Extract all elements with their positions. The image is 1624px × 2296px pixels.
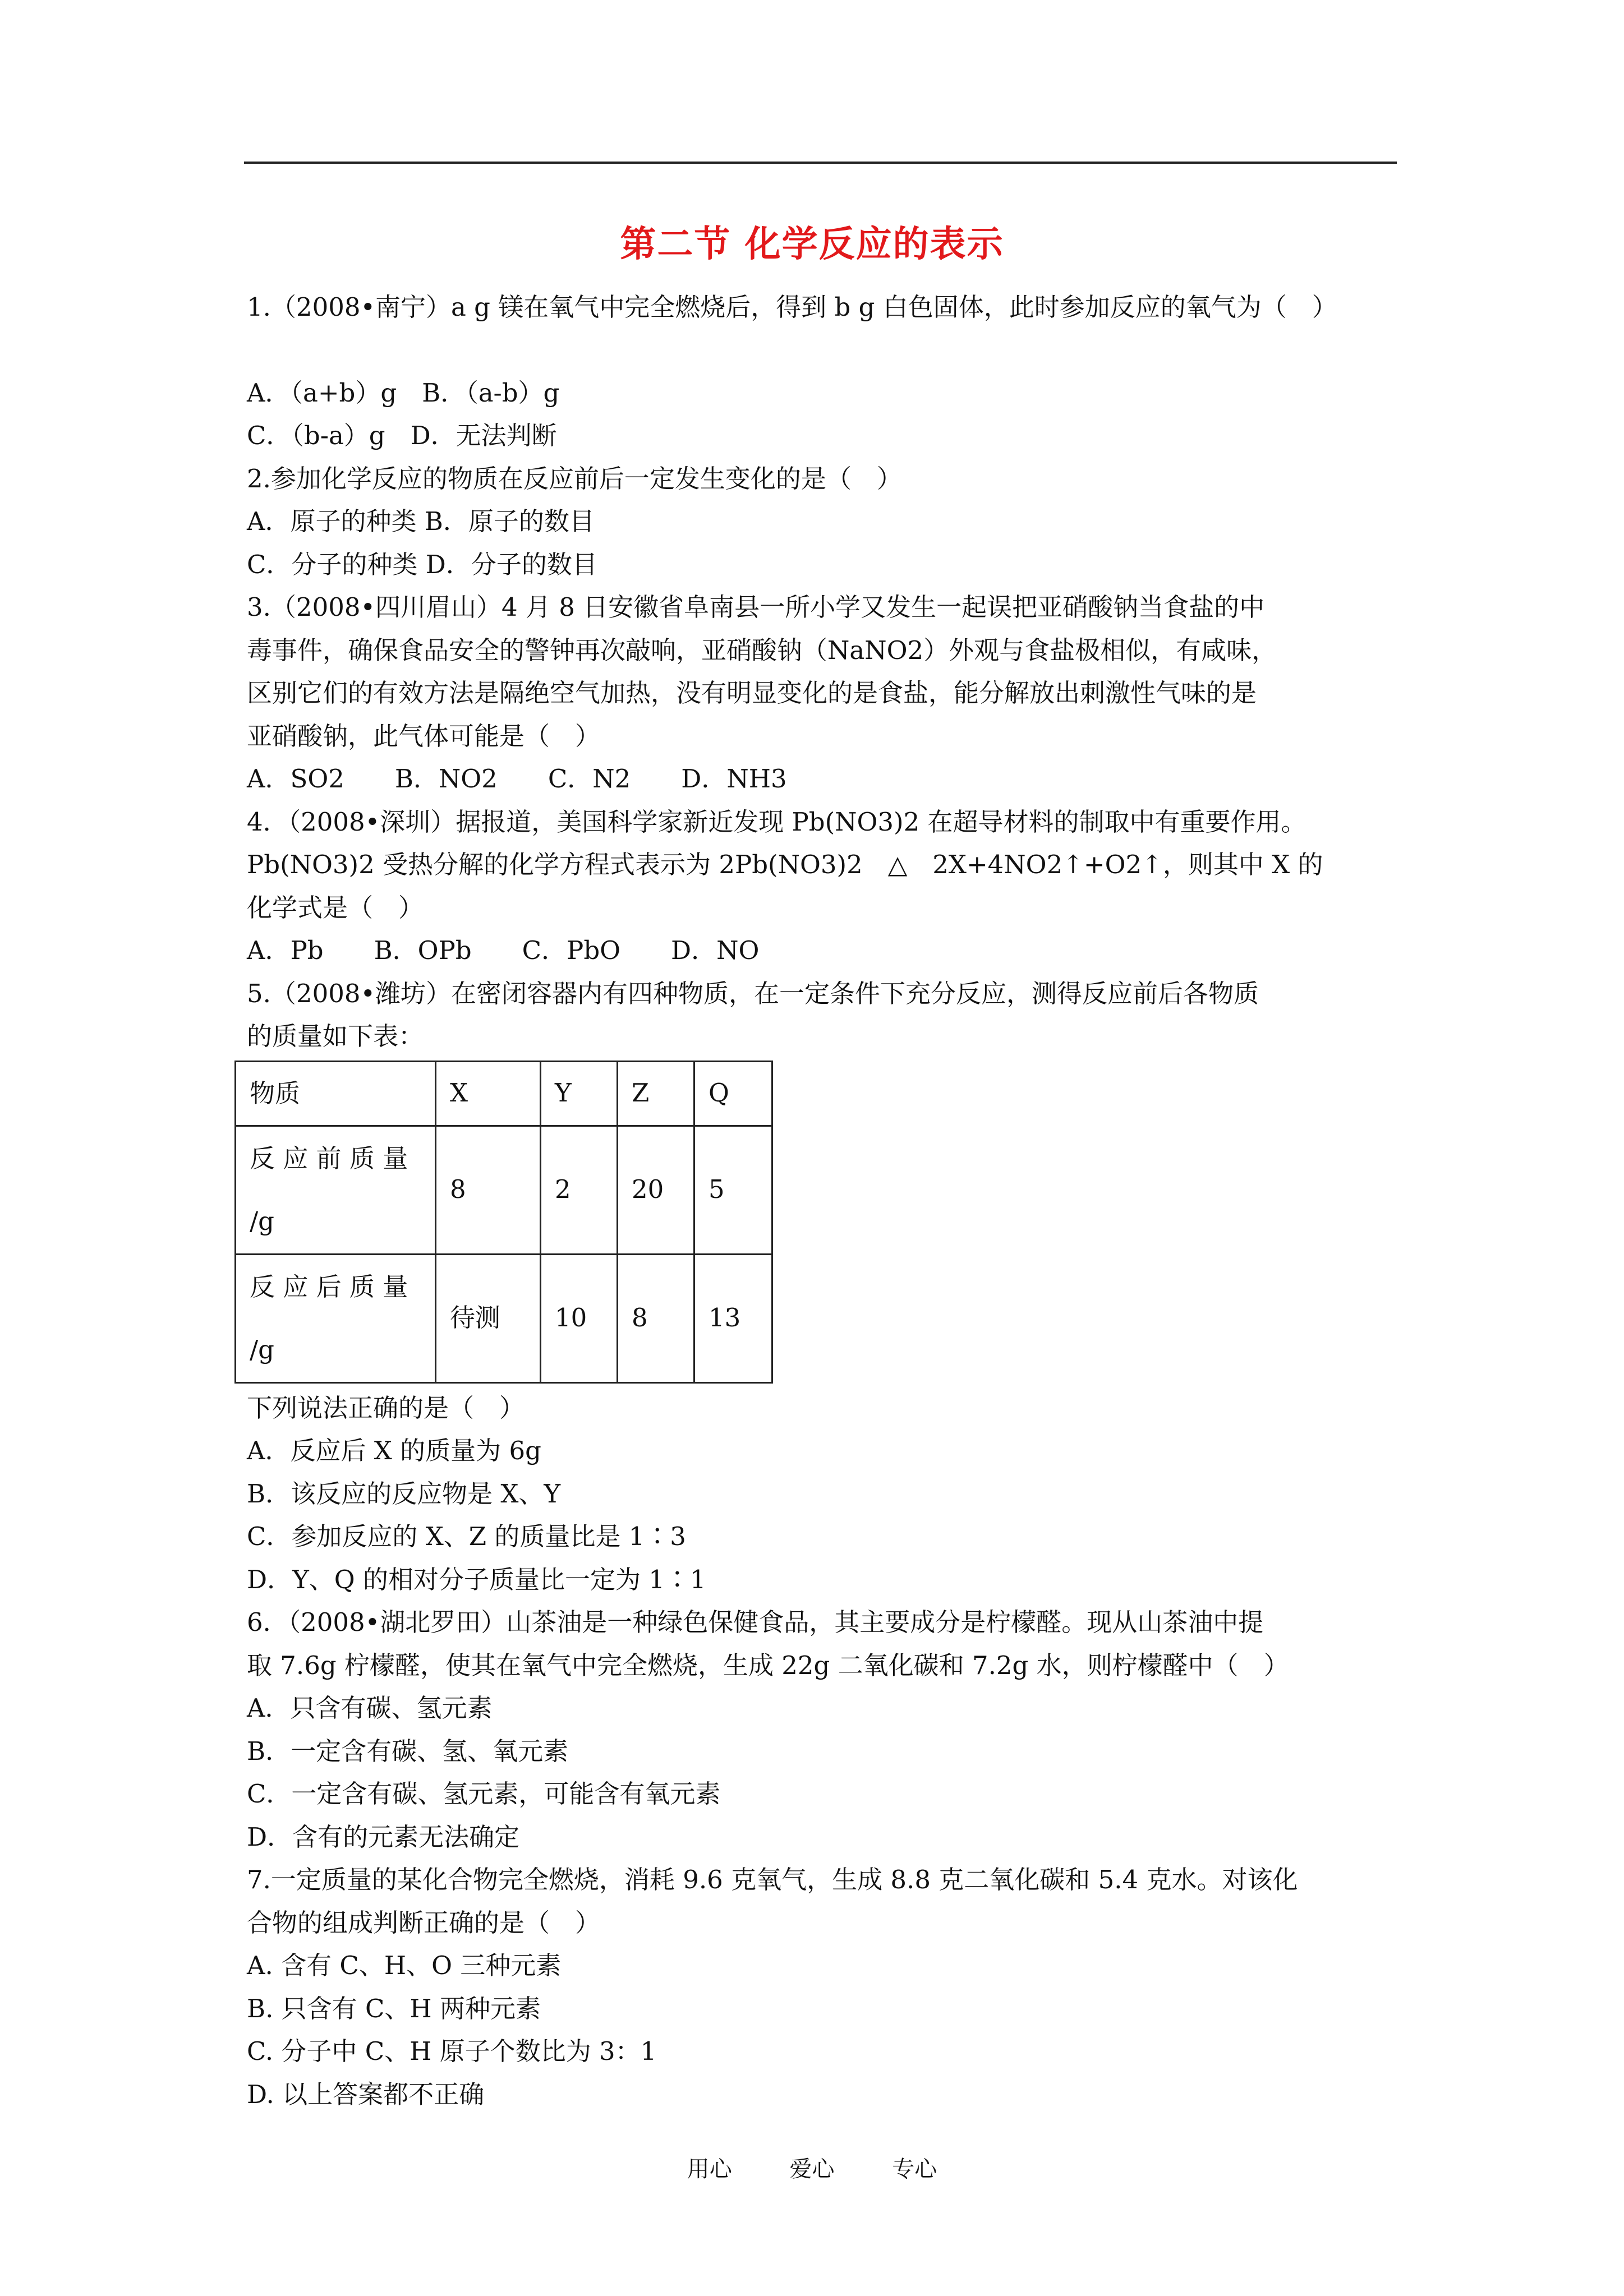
text-line: 化学式是（ ） [247,892,424,923]
text-line: C．（b-a）g D．无法判断 [247,421,557,450]
text-line: 亚硝酸钠，此气体可能是（ ） [247,721,601,751]
table-cell: Y [541,1061,618,1126]
table-cell: 2 [541,1126,618,1254]
text-line: 7.一定质量的某化合物完全燃烧，消耗 9.6 克氧气，生成 8.8 克二氧化碳和 5.4 克水。对该化 [247,1865,1298,1894]
text-line: 6．（2008•湖北罗田）山茶油是一种绿色保健食品，其主要成分是柠檬醛。现从山茶油中提 [247,1607,1264,1637]
text-line: 1.（2008•南宁）a g 镁在氧气中完全燃烧后，得到 b g 白色固体，此时参加反应的氧气为（ ） [247,292,1337,322]
footer-text: 用心 [687,2156,732,2182]
table-row [236,1254,772,1382]
text-line: B．该反应的反应物是 X、Y [247,1478,561,1509]
page-title: 第二节 化学反应的表示 [620,223,1004,265]
table-cell: Q [694,1061,772,1126]
table-row-label: 反 应 前 质 量 /g [236,1126,436,1254]
mass-table [234,1061,773,1384]
header-rule [244,162,1397,164]
text-line: A．反应后 X 的质量为 6g [247,1436,541,1465]
text-line: D．含有的元素无法确定 [247,1822,520,1852]
table-cell: Z [618,1061,694,1126]
text-line: 取 7.6g 柠檬醛，使其在氧气中完全燃烧，生成 22g 二氧化碳和 7.2g 水，则柠檬醛中（ ） [247,1650,1289,1680]
text-line: A．原子的种类 B．原子的数目 [247,506,595,536]
text-line: B. 只含有 C、H 两种元素 [247,1993,541,2023]
footer-text: 专心 [892,2156,937,2182]
text-line: A．（a+b）g B．（a-b）g [247,377,560,408]
text-line: C．分子的种类 D．分子的数目 [247,549,597,579]
text-line: D．Y、Q 的相对分子质量比一定为 1∶1 [247,1564,706,1594]
text-line: 合物的组成判断正确的是（ ） [247,1907,601,1938]
text-line: 4．（2008•深圳）据报道，美国科学家新近发现 Pb(NO3)2 在超导材料的制取中有重要作用。 [247,806,1306,837]
table-cell: 物质 [236,1061,436,1126]
page-footer [0,2151,1624,2183]
blank-line [247,329,1397,372]
text-line: 5.（2008•潍坊）在密闭容器内有四种物质，在一定条件下充分反应，测得反应前后各物质 [247,978,1259,1008]
text-line: 下列说法正确的是（ ） [247,1393,525,1423]
table-cell: 10 [541,1254,618,1382]
text-line: 3.（2008•四川眉山）4 月 8 日安徽省阜南县一所小学又发生一起误把亚硝酸钠当食盐的中 [247,592,1265,622]
text-line: D. 以上答案都不正确 [247,2079,485,2109]
text-line: Pb(NO3)2 受热分解的化学方程式表示为 2Pb(NO3)2 △ 2X+4NO2↑+O2↑，则其中 X 的 [247,850,1323,879]
footer-text: 爱心 [789,2156,835,2182]
table-cell: 20 [618,1126,694,1254]
table-row [236,1126,772,1254]
text-line: 2.参加化学反应的物质在反应前后一定发生变化的是（ ） [247,463,902,494]
text-line: A．SO2 B．NO2 C．N2 D．NH3 [247,764,787,794]
text-line: C. 分子中 C、H 原子个数比为 3：1 [247,2036,657,2066]
table-cell: 13 [694,1254,772,1382]
text-line: A．只含有碳、氢元素 [247,1693,493,1723]
text-line: A．Pb B．OPb C．PbO D．NO [247,935,760,965]
table-cell: X [436,1061,541,1126]
table-cell: 8 [618,1254,694,1382]
text-line: 的质量如下表： [247,1021,424,1051]
document-body [247,286,1397,2116]
table-cell: 待测 [436,1254,541,1382]
text-line: A. 含有 C、H、O 三种元素 [247,1951,562,1980]
text-line: C．参加反应的 X、Z 的质量比是 1∶3 [247,1522,686,1551]
text-line: 区别它们的有效方法是隔绝空气加热，没有明显变化的是食盐，能分解放出刺激性气味的是 [247,678,1257,708]
text-line: 毒事件，确保食品安全的警钟再次敲响，亚硝酸钠（NaNO2）外观与食盐极相似，有咸味， [247,635,1277,665]
table-cell: 5 [694,1126,772,1254]
table-cell: 8 [436,1126,541,1254]
table-row-label: 反 应 后 质 量 /g [236,1254,436,1382]
text-line: C．一定含有碳、氢元素，可能含有氧元素 [247,1779,721,1809]
table-header-row [236,1061,772,1126]
text-line: B．一定含有碳、氢、氧元素 [247,1736,569,1766]
